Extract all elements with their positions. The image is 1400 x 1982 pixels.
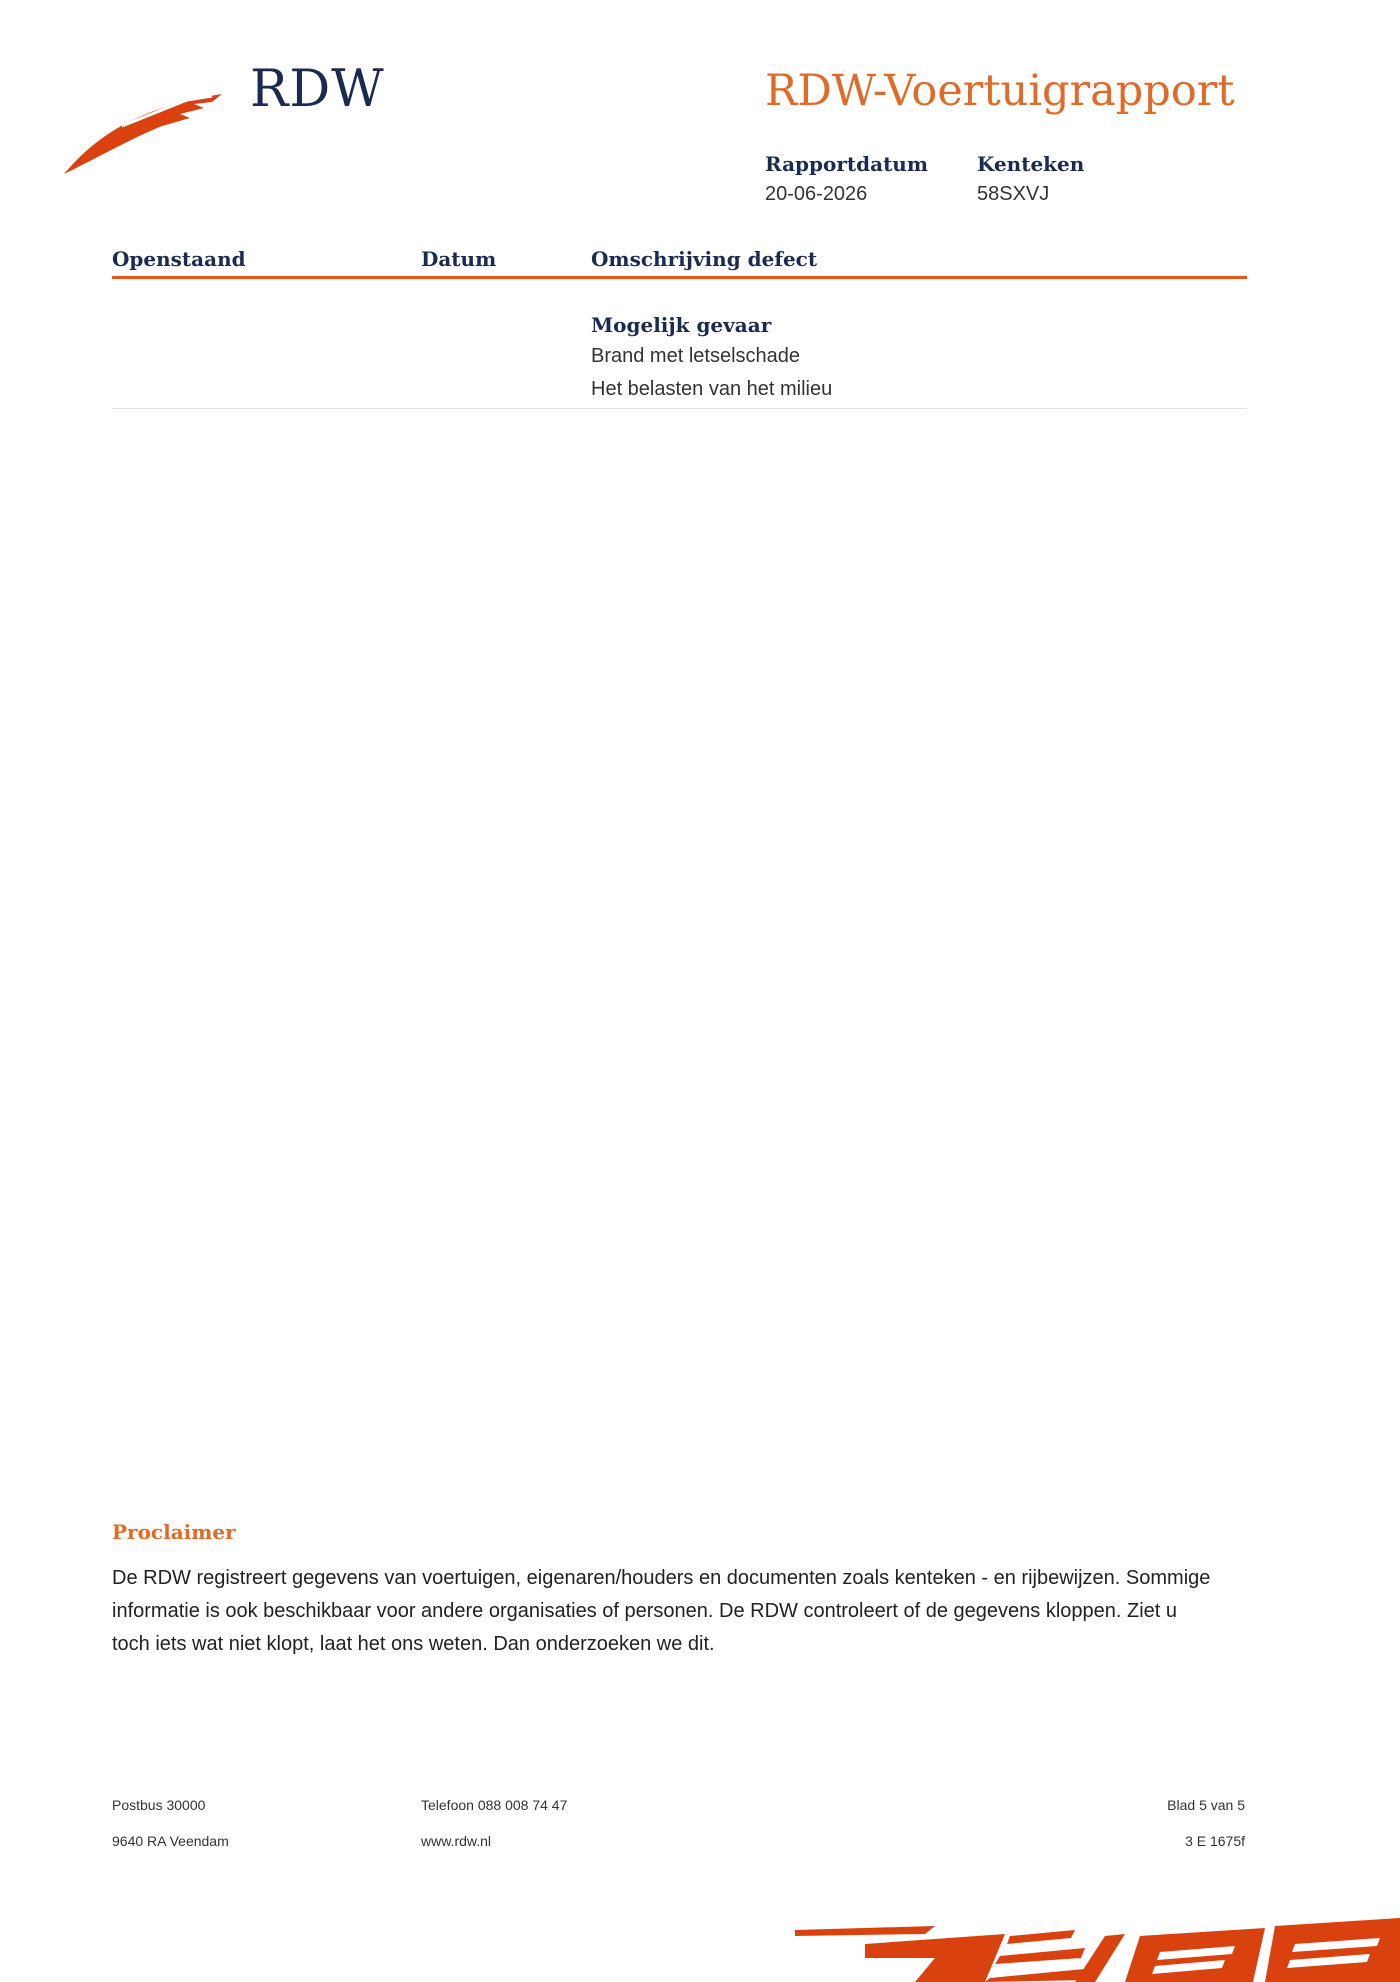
table-header-divider — [112, 276, 1247, 279]
report-date-label: Rapportdatum — [765, 152, 929, 176]
rdw-logo-icon — [62, 86, 232, 178]
plate-value: 58SXVJ — [977, 183, 1050, 205]
logo-text: RDW — [250, 60, 385, 119]
footer-code: 3 E 1675f — [1185, 1833, 1245, 1849]
report-date-value: 20-06-2026 — [765, 183, 868, 205]
defect-line: Het belasten van het milieu — [591, 378, 833, 400]
plate-label: Kenteken — [977, 152, 1085, 176]
table-row-divider — [112, 408, 1247, 409]
footer-phone: Telefoon 088 008 74 47 — [421, 1797, 568, 1813]
document-title: RDW-Voertuigrapport — [765, 66, 1235, 116]
column-header-openstaand: Openstaand — [112, 247, 246, 271]
defect-heading: Mogelijk gevaar — [591, 313, 772, 337]
footer-page-number: Blad 5 van 5 — [1167, 1797, 1245, 1813]
proclaimer-title: Proclaimer — [112, 1520, 236, 1544]
defect-line: Brand met letselschade — [591, 345, 801, 367]
decorative-stripes-icon — [795, 1900, 1400, 1982]
footer-website[interactable]: www.rdw.nl — [421, 1833, 492, 1849]
column-header-omschrijving: Omschrijving defect — [591, 247, 818, 271]
footer-city: 9640 RA Veendam — [112, 1833, 229, 1849]
column-header-datum: Datum — [421, 247, 497, 271]
proclaimer-text: De RDW registreert gegevens van voertuigen, eigenaren/houders en documenten zoals kenteken - en rijbewijzen. Sommige informatie is ook beschikbaar voor andere organisaties of personen. De RDW controleert of de gegevens kloppen. Ziet u toch iets wat niet klopt, laat het ons weten. Dan onderzoeken we dit. — [112, 1567, 1211, 1655]
footer-postbus: Postbus 30000 — [112, 1797, 206, 1813]
